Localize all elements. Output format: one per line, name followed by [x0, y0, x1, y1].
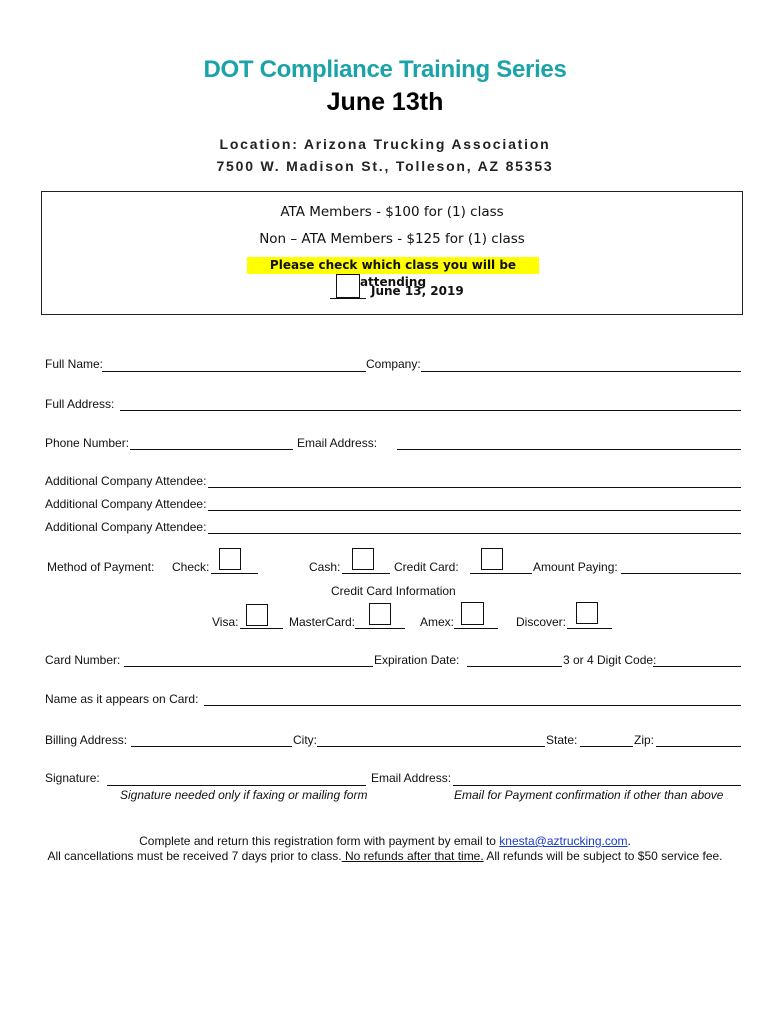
- cash-checkbox[interactable]: [352, 548, 374, 570]
- credit-card-info-heading: Credit Card Information: [331, 584, 456, 598]
- amount-paying-field[interactable]: [621, 573, 741, 574]
- form-subtitle-date: June 13th: [326, 88, 444, 116]
- additional-attendee-label-3: Additional Company Attendee:: [45, 520, 207, 534]
- visa-label: Visa:: [212, 615, 239, 629]
- company-label: Company:: [366, 357, 421, 371]
- footer-line-1: [0, 834, 770, 848]
- location-line-1: Location: Arizona Trucking Association: [219, 136, 551, 152]
- signature-note: Signature needed only if faxing or mailing form: [120, 788, 368, 802]
- full-address-label: Full Address:: [45, 397, 115, 411]
- zip-field[interactable]: [656, 746, 741, 747]
- location-line-2: 7500 W. Madison St., Tolleson, AZ 85353: [216, 158, 554, 174]
- signature-label: Signature:: [45, 771, 100, 785]
- mastercard-underline: [355, 628, 405, 629]
- class-instruction: Please check which class you will be attending: [247, 257, 539, 274]
- visa-underline: [240, 628, 283, 629]
- check-label: Check:: [172, 560, 210, 574]
- phone-number-field[interactable]: [130, 449, 293, 450]
- state-field[interactable]: [580, 746, 633, 747]
- form-title: DOT Compliance Training Series: [203, 56, 567, 83]
- credit-card-underline: [470, 573, 532, 574]
- cancellation-policy-text: All cancellations must be received 7 days prior to class.: [47, 849, 342, 863]
- additional-attendee-label-2: Additional Company Attendee:: [45, 497, 207, 511]
- security-code-field[interactable]: [653, 666, 741, 667]
- billing-address-label: Billing Address:: [45, 733, 128, 747]
- card-number-field[interactable]: [124, 666, 373, 667]
- amex-checkbox[interactable]: [461, 602, 484, 625]
- amount-paying-label: Amount Paying:: [533, 560, 618, 574]
- additional-attendee-field-2[interactable]: [208, 510, 741, 511]
- payment-email-field[interactable]: [453, 785, 741, 786]
- discover-label: Discover:: [516, 615, 567, 629]
- card-number-label: Card Number:: [45, 653, 121, 667]
- footer-line-2: [0, 849, 770, 863]
- visa-checkbox[interactable]: [246, 604, 268, 626]
- expiration-date-label: Expiration Date:: [374, 653, 460, 667]
- discover-checkbox[interactable]: [576, 602, 598, 624]
- expiration-date-field[interactable]: [467, 666, 562, 667]
- company-field[interactable]: [421, 371, 741, 372]
- mastercard-checkbox[interactable]: [369, 603, 391, 625]
- full-address-field[interactable]: [120, 410, 741, 411]
- non-member-price: Non – ATA Members - $125 for (1) class: [259, 231, 525, 247]
- cash-label: Cash:: [309, 560, 341, 574]
- additional-attendee-field-3[interactable]: [208, 533, 741, 534]
- billing-address-field[interactable]: [131, 746, 292, 747]
- member-price: ATA Members - $100 for (1) class: [280, 204, 504, 220]
- email-address-label: Email Address:: [297, 436, 378, 450]
- city-label: City:: [293, 733, 317, 747]
- mastercard-label: MasterCard:: [289, 615, 356, 629]
- state-label: State:: [546, 733, 578, 747]
- refund-fee-text: All refunds will be subject to $50 service fee.: [483, 849, 723, 863]
- contact-email-link[interactable]: knesta@aztrucking.com: [499, 834, 628, 848]
- additional-attendee-label-1: Additional Company Attendee:: [45, 474, 207, 488]
- credit-card-checkbox[interactable]: [481, 548, 503, 570]
- additional-attendee-field-1[interactable]: [208, 487, 741, 488]
- signature-field[interactable]: [107, 785, 366, 786]
- security-code-label: 3 or 4 Digit Code:: [563, 653, 657, 667]
- check-underline: [211, 573, 258, 574]
- payment-email-label: Email Address:: [371, 771, 452, 785]
- amex-label: Amex:: [420, 615, 455, 629]
- amex-underline: [454, 628, 498, 629]
- phone-number-label: Phone Number:: [45, 436, 130, 450]
- payment-email-note: Email for Payment confirmation if other than above: [454, 788, 724, 802]
- footer-line-1-text: Complete and return this registration form with payment by email to: [139, 834, 500, 848]
- zip-label: Zip:: [634, 733, 655, 747]
- check-checkbox[interactable]: [219, 548, 241, 570]
- class-date-checkbox-underline: [330, 298, 366, 299]
- email-address-field[interactable]: [397, 449, 741, 450]
- name-on-card-label: Name as it appears on Card:: [45, 692, 199, 706]
- credit-card-label: Credit Card:: [394, 560, 459, 574]
- cash-underline: [342, 573, 390, 574]
- footer-line-1-suffix: .: [627, 834, 631, 848]
- full-name-label: Full Name:: [45, 357, 104, 371]
- class-date-label: June 13, 2019: [371, 284, 464, 298]
- no-refunds-text: No refunds after that time.: [341, 849, 484, 863]
- discover-underline: [567, 628, 612, 629]
- method-of-payment-label: Method of Payment:: [47, 560, 155, 574]
- class-date-checkbox[interactable]: [336, 274, 360, 298]
- name-on-card-field[interactable]: [204, 705, 741, 706]
- city-field[interactable]: [317, 746, 545, 747]
- full-name-field[interactable]: [102, 371, 366, 372]
